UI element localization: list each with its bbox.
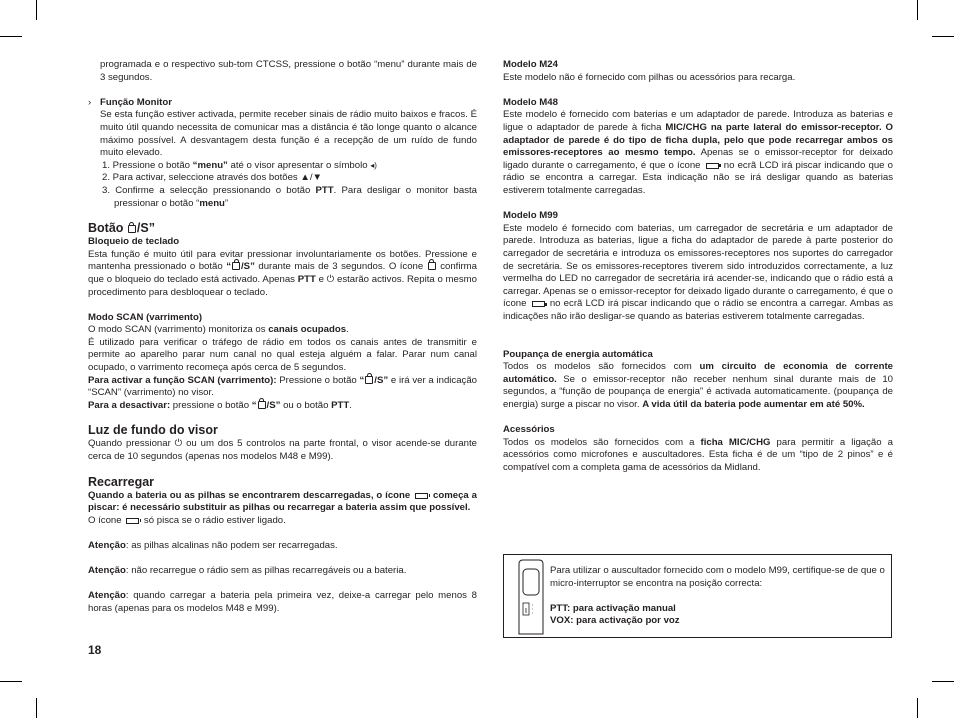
scan-activate: Para activar a função SCAN (varrimento): Pressione o botão “ /S” e irá ver a indicação “SCAN” (varrimento) no visor.	[88, 374, 478, 399]
bullet-marker: ›	[88, 96, 92, 108]
atencao-2: Atenção: não recarregue o rádio sem as pilhas recarregáveis ou a bateria.	[88, 565, 407, 577]
power-icon: ⏻	[326, 273, 335, 285]
vox-mode: VOX: para activação por voz	[550, 615, 680, 627]
crop-mark	[932, 681, 954, 682]
page-number: 18	[88, 643, 102, 657]
left-column	[88, 59, 477, 616]
acessorios-title: Acessórios	[503, 424, 555, 436]
crop-mark	[917, 0, 918, 20]
monitor-icon: ◂)	[370, 160, 377, 170]
battery-icon	[415, 493, 428, 499]
poupanca-body: Todos os modelos são fornecidos com um circuito de economia de corrente automático. Se o emissor-receptor não receber nenhum sinal durante mais de 10 segundos, a “função de poupança de energia” é activada automaticamente. (poupança de energia) surge a piscar no visor. A vida útil da bateria pode aumentar em até 50%.	[503, 361, 894, 411]
earphone-info-text	[550, 565, 886, 628]
earphone-info-box	[503, 554, 892, 638]
atencao-1: Atenção: as pilhas alcalinas não podem ser recarregadas.	[88, 540, 338, 551]
battery-icon	[126, 518, 139, 524]
botao-heading: Botão /S”	[88, 221, 155, 236]
battery-icon	[532, 301, 545, 307]
m24-body: Este modelo não é fornecido com pilhas ou acessórios para recarga.	[503, 71, 796, 83]
bloqueio-title: Bloqueio de teclado	[88, 236, 180, 248]
poupanca-title: Poupança de energia automática	[503, 348, 653, 360]
crop-mark	[932, 36, 954, 37]
bloqueio-body: Esta função é muito útil para evitar pressionar involuntariamente os botões. Pressione e mantenha pressionado o botão “ /S” durante mais de 3 segundos. O ícone confirma que o bloqueio do teclado está activado. Apenas PTT e ⏻ estarão activos. Repita o mesmo procedimento para desbloquear o teclado.	[88, 248, 478, 298]
recarregar-warning: Quando a bateria ou as pilhas se encontrarem descarregadas, o ícone começa a piscar: é necessário substituir as pilhas ou recarregar a bateria assim que possível.	[88, 489, 477, 514]
lock-icon	[258, 401, 266, 409]
scan-line-2: É utilizado para verificar o tráfego de rádio em todos os canais antes de transmitir e permite ao aparelho parar num canal no qual esteja alguém a falar. Parar num canal ocupado, o varrimento recomeça após cerca de 5 segundos.	[88, 336, 477, 374]
lock-icon	[232, 262, 240, 270]
m24-title: Modelo M24	[503, 59, 558, 70]
monitor-body: Se esta função estiver activada, permite receber sinais de rádio muito baixos e fracos. É muito útil quando necessita de comunicar mas a distância é tão longe quanto o alcance máximo possível. A desvantagem desta função é a recepção de um ruído de fundo muito elevado.	[100, 109, 477, 159]
right-column	[503, 59, 893, 475]
scan-title: Modo SCAN (varrimento)	[88, 311, 203, 323]
ptt-mode: PTT: para activação manual	[550, 602, 676, 614]
atencao-3: Atenção: quando carregar a bateria pela primeira vez, deixe-a carregar pelo menos 8 horas (apenas para os modelos M48 e M99).	[88, 590, 477, 614]
monitor-step-1: 1. Pressione o botão “menu” até o visor apresentar o símbolo ◂)	[102, 159, 377, 171]
earphone-instruction: Para utilizar o auscultador fornecido com o modelo M99, certifique-se de que o micro-interruptor se encontra na posição correcta:	[550, 565, 885, 589]
recarregar-heading: Recarregar	[88, 474, 155, 489]
lock-icon	[128, 225, 136, 233]
monitor-step-3: 3. Confirme a selecção pressionando o botão PTT. Para desligar o monitor basta pressionar o botão “menu”	[102, 184, 477, 209]
lock-icon	[428, 262, 436, 270]
m99-body: Este modelo é fornecido com baterias, um carregador de secretária e um adaptador de parede. Introduza as baterias, ligue a ficha do adaptador de parede à parte posterior do carregador de secretária e introduza os emissores-receptores nos suportes do carregador de secretária. Se os emissores-receptores tiverem sido introduzidos correctamente, a luz vermelha do LED no carregador de secretária irá acender-se, indicando que o rádio está a carregar. Apenas se o emissor-receptor for deixado ligado durante o carregamento, é que o ícone no ecrã LCD irá piscar indicando que o rádio se encontra a carregar. Ambas as indicações não irão desligar-se quando as baterias estiverem totalmente carregadas.	[503, 222, 893, 322]
monitor-step-2: 2. Para activar, seleccione através dos botões ▲/▼	[102, 172, 323, 184]
lock-icon	[365, 376, 373, 384]
crop-mark	[917, 698, 918, 718]
crop-mark	[0, 681, 22, 682]
recarregar-icon-note: O ícone só pisca se o rádio estiver ligado.	[88, 514, 286, 526]
m48-body: Este modelo é fornecido com baterias e um adaptador de parede. Introduza as baterias e ligue o adaptador de parede à ficha MIC/CHG na parte lateral do emissor-receptor. O adaptador de parede é do tipo de ficha dupla, pelo que pode recarregar ambos os emissores-receptores ao mesmo tempo. Apenas se o emissor-receptor for deixado ligado durante o carregamento, é que o ícone no ecrã LCD irá piscar indicando que o rádio se encontra a carregar. Esta indicação não se irá desligar quando as baterias estiverem totalmente carregadas.	[503, 109, 893, 196]
crop-mark	[0, 36, 22, 37]
acessorios-body: Todos os modelos são fornecidos com a ficha MIC/CHG para permitir a ligação a acessórios como microfones e auscultadores. Esta ficha é de um “tipo de 2 pinos” e é compatível com a completa gama de acessórios da Midland.	[503, 436, 893, 473]
power-icon: ⏻	[174, 438, 183, 450]
intro-paragraph: programada e o respectivo sub-tom CTCSS, pressione o botão “menu” durante mais de 3 segundos.	[100, 59, 477, 83]
monitor-heading: › Função Monitor	[88, 96, 172, 108]
scan-deactivate: Para a desactivar: pressione o botão “ /S” ou o botão PTT.	[88, 399, 352, 411]
luz-heading: Luz de fundo do visor	[88, 423, 218, 438]
scan-line-1: O modo SCAN (varrimento) monitoriza os canais ocupados.	[88, 324, 349, 336]
battery-icon	[706, 163, 719, 169]
m48-title: Modelo M48	[503, 96, 558, 108]
crop-mark	[36, 698, 37, 718]
luz-body: Quando pressionar ⏻ ou um dos 5 controlos na parte frontal, o visor acende-se durante cerca de 10 segundos (apenas nos modelos M48 e M99).	[88, 438, 477, 463]
m99-title: Modelo M99	[503, 210, 558, 222]
earphone-switch-illustration	[516, 558, 546, 636]
crop-mark	[36, 0, 37, 20]
